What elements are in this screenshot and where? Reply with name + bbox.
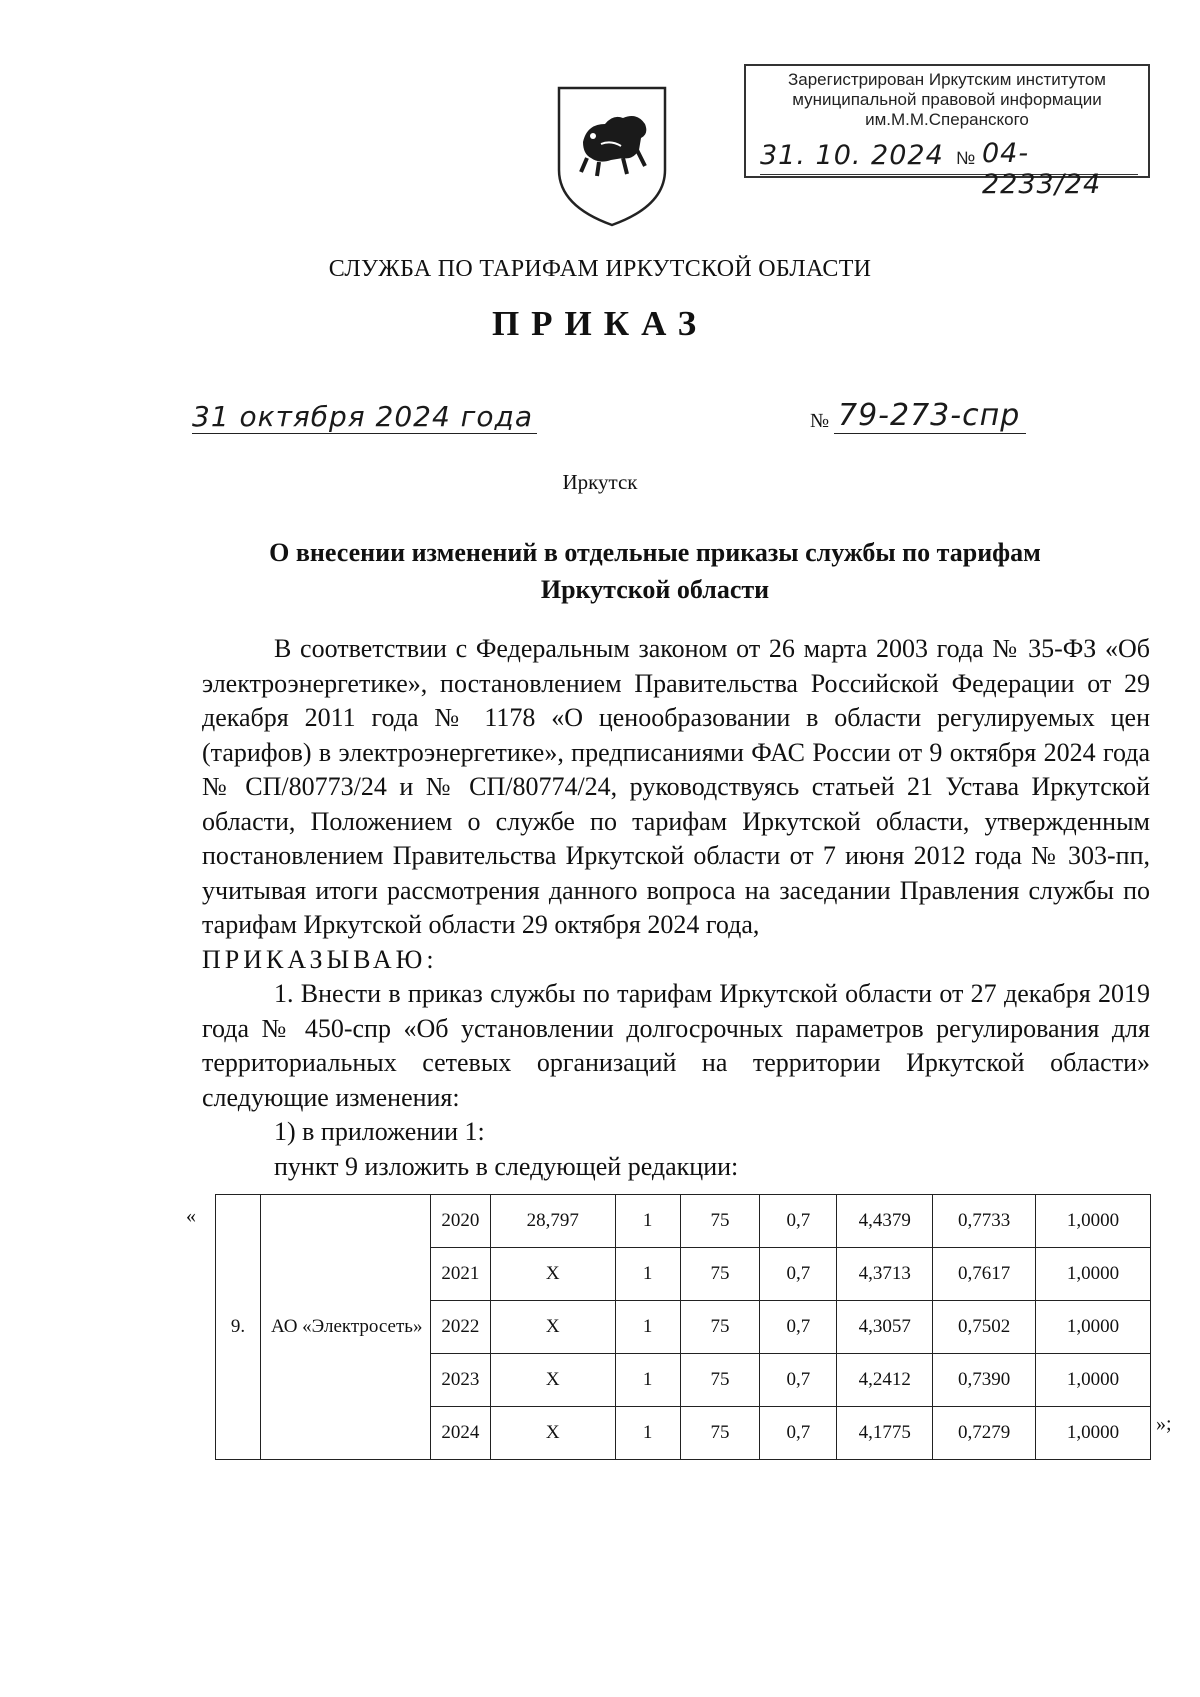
table-cell: 75	[680, 1354, 760, 1407]
table-cell: 0,7	[760, 1248, 837, 1301]
table-cell: 0,7	[760, 1407, 837, 1460]
table-cell: 75	[680, 1195, 760, 1248]
table-cell: 2024	[430, 1407, 490, 1460]
subject-line-1: О внесении изменений в отдельные приказы службы по тарифам	[269, 538, 1041, 567]
preamble-paragraph: В соответствии с Федеральным законом от 26 марта 2003 года № 35-ФЗ «Об электроэнергетике», постановлением Правительства Российской Федерации от 29 декабря 2011 года № 1178 «О ценообразовании в области регулируемых цен (тарифов) в электроэнергетике», предписаниями ФАС России от 9 октября 2024 года № СП/80773/24 и № СП/80774/24, руководствуясь статьей 21 Устава Иркутской области, Положением о службе по тарифам Иркутской области, утвержденным постановлением Правительства Иркутской области от 7 июня 2012 года № 303-пп, учитывая итоги рассмотрения данного вопроса на заседании Правления службы по тарифам Иркутской области 29 октября 2024 года,	[202, 634, 1150, 939]
table-cell: 1,0000	[1036, 1248, 1151, 1301]
table-cell: 0,7733	[933, 1195, 1036, 1248]
stamp-line-1: Зарегистрирован Иркутским институтом	[787, 70, 1106, 89]
table-cell: 0,7	[760, 1301, 837, 1354]
item-1-paragraph: 1. Внести в приказ службы по тарифам Иркутской области от 27 декабря 2019 года № 450-спр «Об установлении долгосрочных параметров регулирования для территориальных сетевых организаций на территории Иркутской области» следующие изменения:	[202, 979, 1150, 1112]
table-cell: Х	[490, 1354, 615, 1407]
table-cell: 2023	[430, 1354, 490, 1407]
city: Иркутск	[562, 470, 638, 494]
table-cell: 1	[615, 1248, 680, 1301]
order-number-label: №	[810, 410, 830, 432]
table-cell: 4,3713	[837, 1248, 933, 1301]
subject-line-2: Иркутской области	[540, 575, 770, 604]
organization-name: СЛУЖБА ПО ТАРИФАМ ИРКУТСКОЙ ОБЛАСТИ	[328, 256, 872, 282]
registration-stamp	[744, 64, 1150, 200]
table-cell: 2022	[430, 1301, 490, 1354]
table-cell: 4,2412	[837, 1354, 933, 1407]
table-cell: 0,7617	[933, 1248, 1036, 1301]
parameters-table	[215, 1194, 1151, 1460]
document-body	[202, 632, 1150, 1184]
table-open-quote: «	[186, 1205, 196, 1227]
order-number: 79-273-спр	[834, 398, 1026, 434]
table-cell: 1	[615, 1195, 680, 1248]
table-cell: 4,3057	[837, 1301, 933, 1354]
table-cell: 1	[615, 1354, 680, 1407]
document-subject	[230, 534, 1080, 608]
table-cell: 0,7502	[933, 1301, 1036, 1354]
table-cell: 0,7279	[933, 1407, 1036, 1460]
table-cell: Х	[490, 1301, 615, 1354]
stamp-line-3: им.М.М.Сперанского	[865, 110, 1029, 129]
stamp-line-2: муниципальной правовой информации	[792, 90, 1102, 109]
table-cell: 0,7	[760, 1354, 837, 1407]
table-cell: 0,7390	[933, 1354, 1036, 1407]
sub-item-2: пункт 9 изложить в следующей редакции:	[274, 1151, 739, 1181]
table-cell: 4,4379	[837, 1195, 933, 1248]
document-type: ПРИКАЗ	[491, 304, 709, 343]
organization-cell: АО «Электросеть»	[260, 1195, 430, 1460]
stamp-reg-number: 04-2233/24	[982, 138, 1102, 200]
table-cell: Х	[490, 1248, 615, 1301]
table-cell: 1	[615, 1301, 680, 1354]
table-cell: 2021	[430, 1248, 490, 1301]
table-cell: 28,797	[490, 1195, 615, 1248]
table-row	[216, 1195, 1151, 1248]
stamp-reg-date: 31. 10. 2024	[760, 140, 944, 171]
table-cell: 75	[680, 1407, 760, 1460]
order-word: ПРИКАЗЫВАЮ:	[202, 944, 438, 974]
table-cell: 1,0000	[1036, 1354, 1151, 1407]
stamp-registration	[760, 138, 1138, 200]
table-cell: 1,0000	[1036, 1407, 1151, 1460]
table-cell: 1	[615, 1407, 680, 1460]
table-cell: 1,0000	[1036, 1195, 1151, 1248]
table-cell: 75	[680, 1248, 760, 1301]
table-cell: 1,0000	[1036, 1301, 1151, 1354]
table-cell: 0,7	[760, 1195, 837, 1248]
stamp-reg-number-label: №	[956, 148, 976, 168]
row-number-cell: 9.	[216, 1195, 261, 1460]
table-cell: 2020	[430, 1195, 490, 1248]
table-close-quote: »;	[1156, 1413, 1172, 1435]
order-date: 31 октября 2024 года	[192, 400, 537, 434]
table-cell: 75	[680, 1301, 760, 1354]
table-cell: Х	[490, 1407, 615, 1460]
coat-of-arms-emblem	[553, 84, 671, 229]
table-cell: 4,1775	[837, 1407, 933, 1460]
sub-item-1: 1) в приложении 1:	[274, 1117, 485, 1146]
